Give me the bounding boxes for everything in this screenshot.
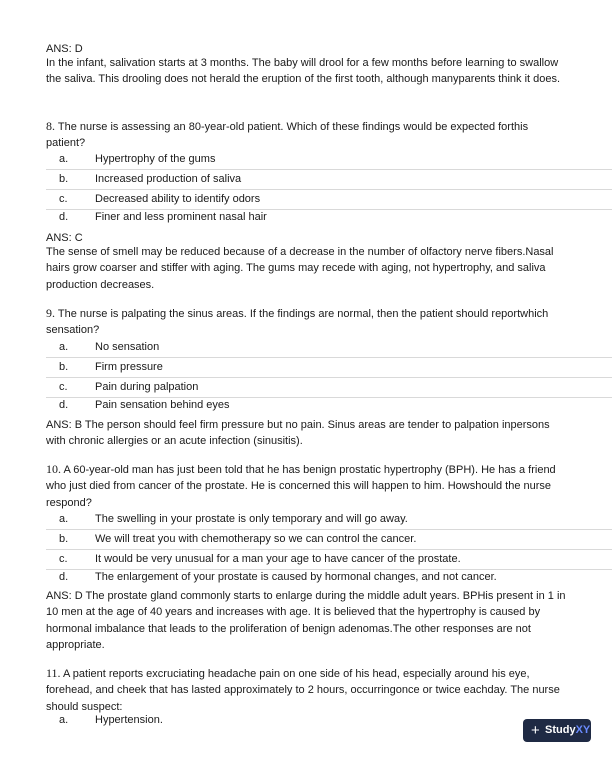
- option-text: Firm pressure: [95, 361, 163, 373]
- option-row[interactable]: [46, 150, 612, 170]
- option-letter: b.: [59, 533, 69, 545]
- answer-rationale: In the infant, salivation starts at 3 months. The baby will drool for a few months before learning to swallow the saliva. This drooling does not herald the eruption of the first tooth, although manyparents think it does.: [46, 57, 561, 86]
- question-stem: [46, 461, 574, 511]
- question-text: A 60-year-old man has just been told that he has benign prostatic hypertrophy (BPH). He has a friend who just died from cancer of the prostate. He is concerned this will happen to him. Howshould the nurse respond?: [46, 464, 556, 509]
- question-number: 9.: [46, 306, 55, 320]
- question-text: The nurse is palpating the sinus areas. If the findings are normal, then the patient should reportwhich sensation?: [46, 308, 549, 337]
- option-letter: a.: [59, 341, 69, 353]
- option-row[interactable]: [46, 396, 612, 415]
- option-text: Increased production of saliva: [95, 173, 242, 185]
- option-text: Hypertension.: [95, 714, 163, 726]
- option-letter: a.: [59, 153, 69, 165]
- option-letter: c.: [59, 381, 68, 393]
- question-stem: [46, 665, 566, 715]
- question-text: A patient reports excruciating headache pain on one side of his head, especially around his eye, forehead, and cheek that has lasted approximately to 2 hours, occurringonce or twice eachday. The nurse should suspect:: [46, 668, 560, 713]
- option-row[interactable]: [46, 338, 612, 358]
- option-text: It would be very unusual for a man your age to have cancer of the prostate.: [95, 553, 461, 565]
- answer-rationale: The sense of smell may be reduced because of a decrease in the number of olfactory nerve fibers.Nasal hairs grow coarser and stiffer with aging. The gums may recede with aging, not hypertrophy, and saliva production decreases.: [46, 246, 554, 291]
- option-row[interactable]: [46, 378, 612, 398]
- option-text: Decreased ability to identify odors: [95, 193, 261, 205]
- option-letter: d.: [59, 571, 69, 583]
- option-row[interactable]: [46, 358, 612, 378]
- option-row[interactable]: [46, 208, 612, 227]
- option-row[interactable]: [46, 530, 612, 550]
- option-letter: b.: [59, 361, 69, 373]
- plus-icon: +: [531, 722, 540, 739]
- option-letter: c.: [59, 553, 68, 565]
- question-number: 11.: [46, 666, 61, 680]
- option-row[interactable]: [46, 170, 612, 190]
- option-text: No sensation: [95, 341, 160, 353]
- option-letter: b.: [59, 173, 69, 185]
- option-text: Pain during palpation: [95, 381, 199, 393]
- badge-label: [545, 719, 590, 742]
- option-letter: a.: [59, 513, 69, 525]
- option-text: Finer and less prominent nasal hair: [95, 211, 267, 223]
- option-row[interactable]: [46, 510, 612, 530]
- question-number: 8.: [46, 119, 55, 133]
- option-row[interactable]: [46, 568, 612, 587]
- option-letter: c.: [59, 193, 68, 205]
- option-letter: d.: [59, 399, 69, 411]
- answer-label: ANS: C: [46, 232, 83, 244]
- option-text: The swelling in your prostate is only temporary and will go away.: [95, 513, 408, 525]
- question-text: The nurse is assessing an 80-year-old patient. Which of these findings would be expected forthis patient?: [46, 121, 529, 150]
- option-text: We will treat you with chemotherapy so we can control the cancer.: [95, 533, 417, 545]
- studyxy-badge[interactable]: [523, 719, 591, 742]
- question-stem: [46, 118, 566, 152]
- badge-brand-study: Study: [545, 724, 576, 736]
- option-letter: d.: [59, 211, 69, 223]
- option-text: Pain sensation behind eyes: [95, 399, 230, 411]
- question-stem: [46, 305, 566, 339]
- option-row[interactable]: [46, 190, 612, 210]
- question-number: 10.: [46, 462, 61, 476]
- answer-rationale: ANS: B The person should feel firm pressure but no pain. Sinus areas are tender to palpation inpersons with chronic allergies or an acute infection (sinusitis).: [46, 419, 550, 448]
- option-letter: a.: [59, 714, 69, 726]
- option-row[interactable]: [46, 550, 612, 570]
- option-text: The enlargement of your prostate is caused by hormonal changes, and not cancer.: [95, 571, 497, 583]
- answer-rationale: ANS: D The prostate gland commonly starts to enlarge during the middle adult years. BPHis present in 1 in 10 men at the age of 40 years and increases with age. It is believed that the hypertrophy is caused by hormonal imbalance that leads to the proliferation of benign adenomas.The other responses are not appropriate.: [46, 590, 566, 651]
- answer-label: ANS: D: [46, 43, 83, 55]
- badge-brand-xy: XY: [575, 724, 591, 736]
- option-text: Hypertrophy of the gums: [95, 153, 216, 165]
